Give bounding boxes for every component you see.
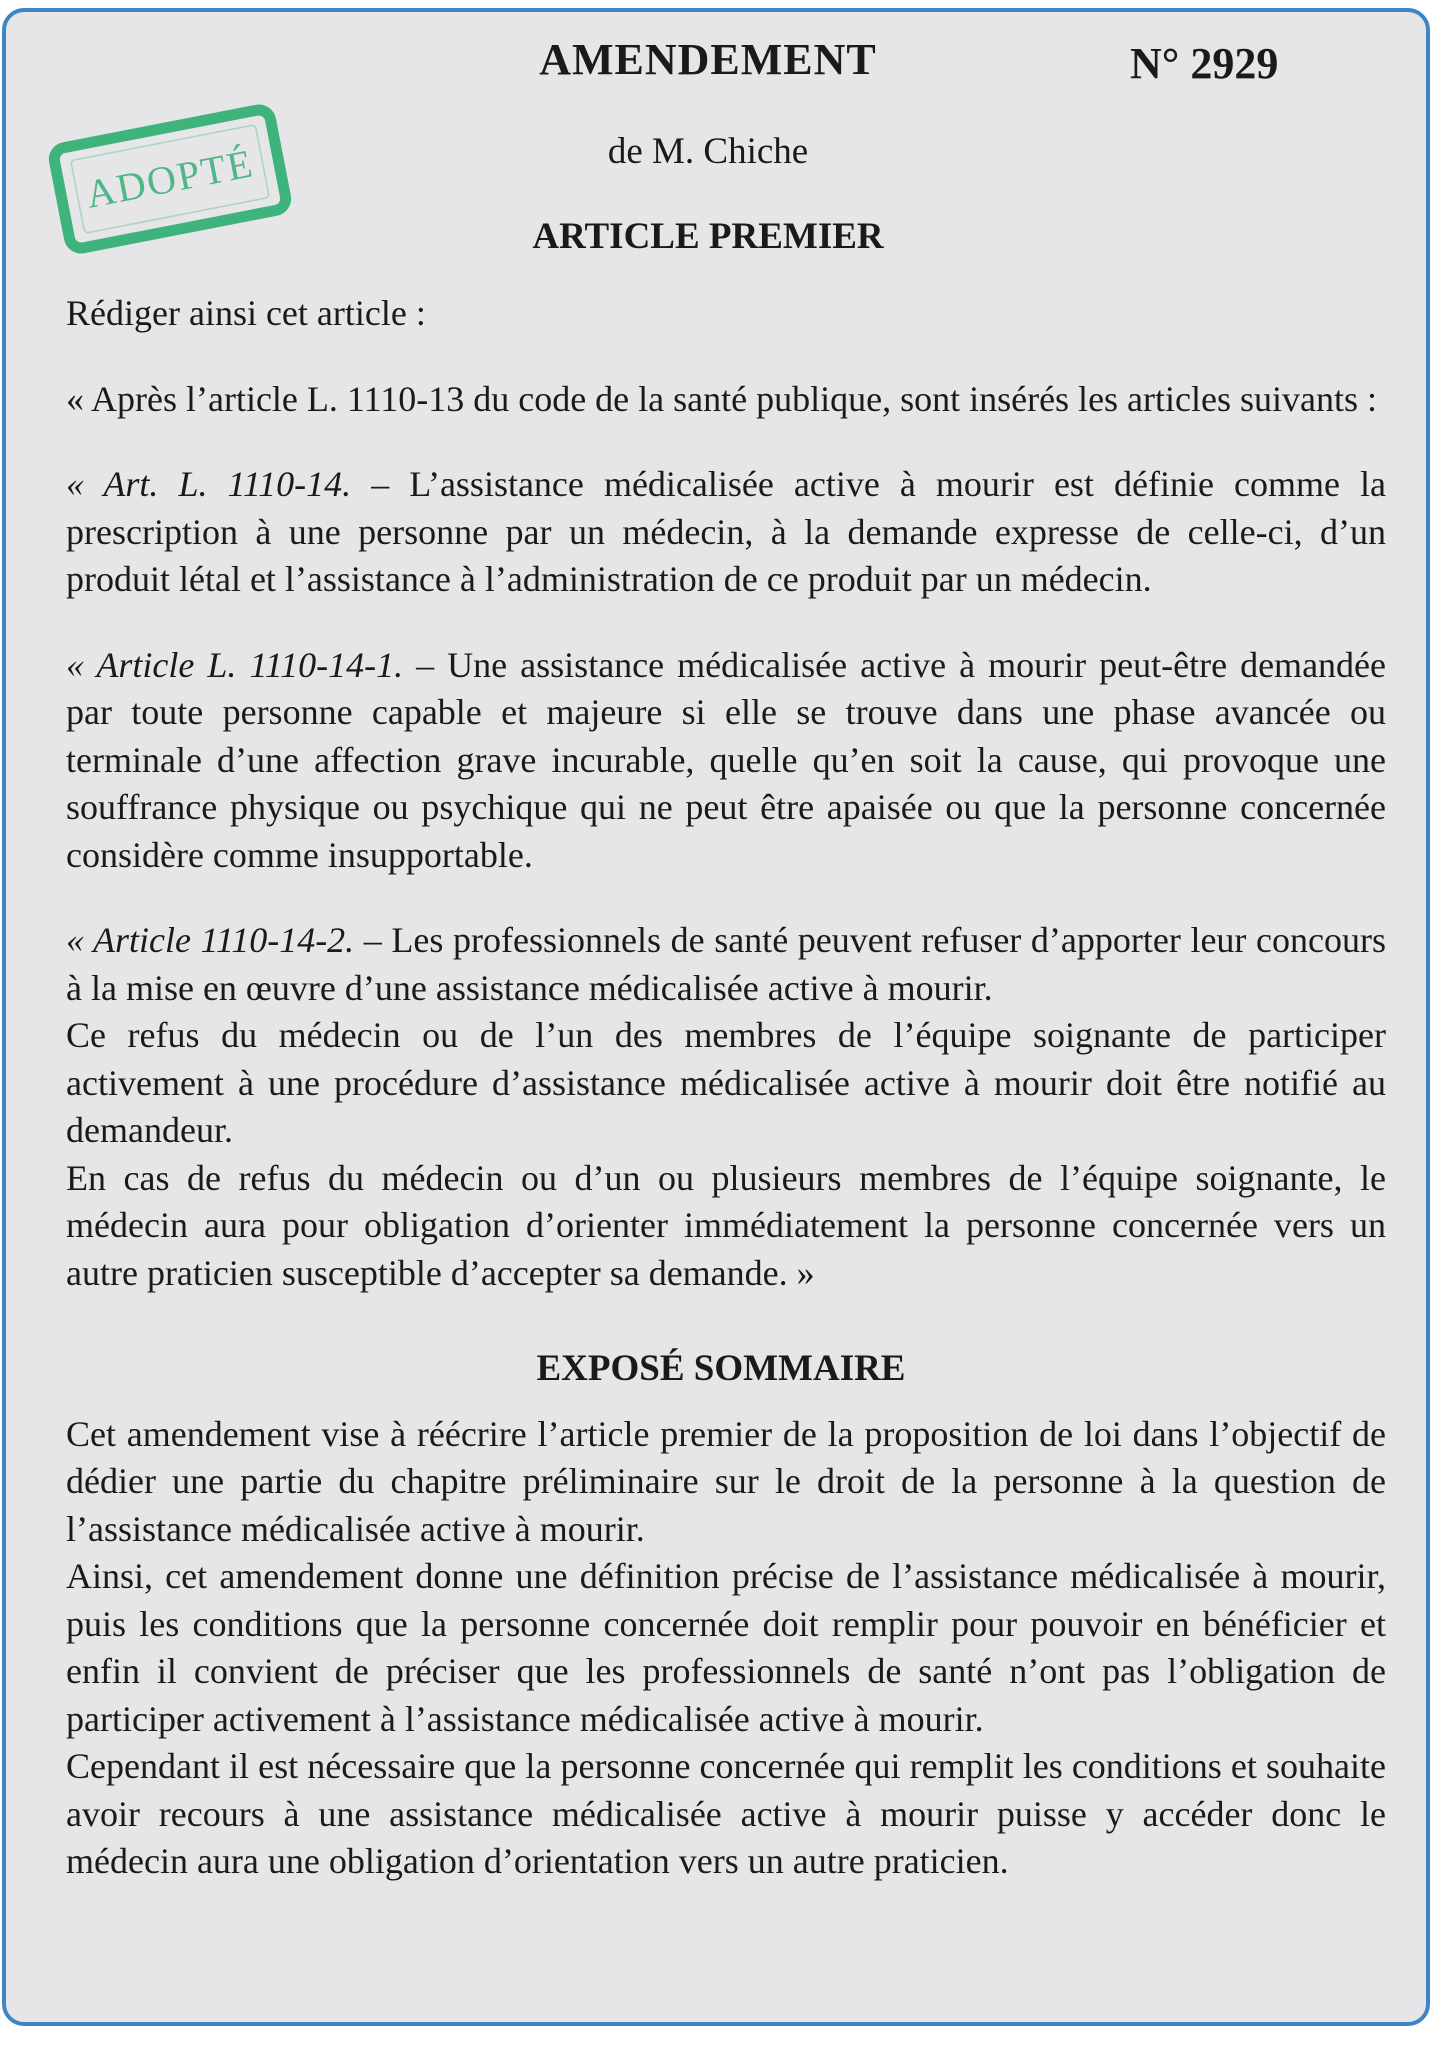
article-l1110-14 [66, 461, 1386, 604]
article-text: – L’assistance médicalisée active à mourir est définie comme la prescription à une personne par un médecin, à la demande expresse de celle-ci, d’un produit létal et l’assistance à l’administration de ce produit par un médecin. [66, 464, 1386, 599]
orientation-obligation-paragraph: En cas de refus du médecin ou d’un ou plusieurs membres de l’équipe soignante, le médecin aura pour obligation d’orienter immédiatement la personne concernée vers un autre praticien susceptible d’accepter sa demande. » [66, 1157, 1386, 1293]
intro-paragraph: Rédiger ainsi cet article : [66, 293, 426, 333]
refusal-notification-paragraph: Ce refus du médecin ou de l’un des membres de l’équipe soignante de participer activement à une procédure d’assistance médicalisée active à mourir doit être notifié au demandeur. [66, 1015, 1386, 1150]
stamp-label: ADOPTÉ [82, 140, 258, 217]
article-text: – Une assistance médicalisée active à mourir peut-être demandée par toute personne capable et majeure si elle se trouve dans une phase avancée ou terminale d’une affection grave incurable, quelle qu’en soit la cause, qui provoque une souffrance physique ou psychique qui ne peut être apaisée ou que la personne concernée considère comme insupportable. [66, 644, 1386, 875]
summary-paragraph-2: Ainsi, cet amendement donne une définition précise de l’assistance médicalisée à mourir, puis les conditions que la personne concernée doit remplir pour pouvoir en bénéficier et enfin il convient de préciser que les professionnels de santé n’ont pas l’obligation de participer activement à l’assistance médicalisée active à mourir. [66, 1556, 1386, 1739]
article-1110-14-2 [66, 917, 1386, 1012]
document-title: AMENDEMENT [539, 35, 877, 84]
article-l1110-14-1 [66, 642, 1386, 880]
article-text: – Les professionnels de santé peuvent refuser d’apporter leur concours à la mise en œuvre d’une assistance médicalisée active à mourir. [66, 920, 1386, 1008]
author-line: de M. Chiche [607, 131, 809, 172]
summary-heading: EXPOSÉ SOMMAIRE [536, 1348, 906, 1389]
insertion-paragraph: « Après l’article L. 1110-13 du code de la santé publique, sont insérés les articles suivants : [66, 378, 1377, 419]
amendment-body [66, 290, 1386, 1886]
article-label: « Article L. 1110-14-1. [66, 644, 404, 685]
article-label: « Art. L. 1110-14. [66, 464, 352, 504]
article-label: « Article 1110-14-2. [66, 920, 355, 960]
article-heading: ARTICLE PREMIER [532, 216, 884, 257]
summary-paragraph-3: Cependant il est nécessaire que la personne concernée qui remplit les conditions et souhaite avoir recours à une assistance médicalisée active à mourir puisse y accéder donc le médecin aura une obligation d’orientation vers un autre praticien. [66, 1746, 1386, 1881]
amendment-number: N° 2929 [1130, 39, 1279, 88]
summary-paragraph-1: Cet amendement vise à réécrire l’article premier de la proposition de loi dans l’objectif de dédier une partie du chapitre préliminaire sur le droit de la personne à la question de l’assistance médicalisée active à mourir. [66, 1413, 1386, 1549]
